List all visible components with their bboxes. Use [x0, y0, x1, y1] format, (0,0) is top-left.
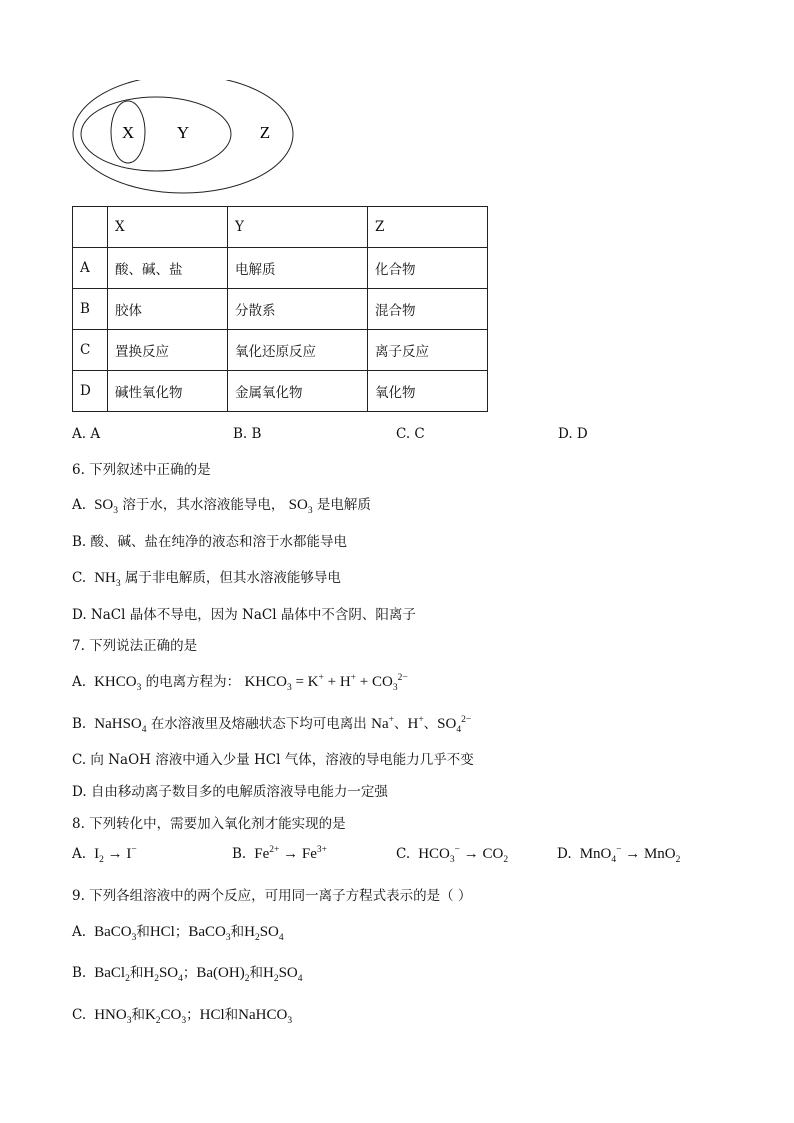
- table-cell: 氧化物: [368, 371, 488, 412]
- question-9-option-b: [72, 961, 303, 982]
- option-d: D. D: [558, 426, 588, 442]
- formula: $K_2CO_3$: [144, 1007, 187, 1026]
- table-cell: 氧化还原反应: [228, 330, 368, 371]
- question-7-option-b: [72, 712, 471, 733]
- formula: HCl: [149, 924, 175, 940]
- option-label: A.: [72, 924, 87, 940]
- formula: $Fe^{2+} \to Fe^{3+}$: [250, 845, 327, 862]
- option-label: C.: [72, 1007, 87, 1023]
- option-label: B.: [232, 846, 247, 862]
- formula: $SO_3$: [90, 497, 119, 516]
- table-cell: 碱性氧化物: [108, 371, 228, 412]
- table-cell: C: [73, 330, 108, 371]
- connector: 和: [249, 965, 263, 981]
- table-cell: B: [73, 289, 108, 330]
- table-cell: 化合物: [368, 248, 488, 289]
- option-label: A.: [72, 674, 87, 690]
- formula: $H_2SO_4$: [262, 965, 303, 984]
- option-text: 的电离方程为：: [145, 674, 241, 690]
- formula: NaHSO$_4$: [90, 716, 147, 735]
- question-9-option-a: [72, 920, 284, 941]
- table-header-row: [73, 207, 488, 248]
- question-8-stem: 8. 下列转化中，需要加入氧化剂才能实现的是: [72, 816, 346, 832]
- table-cell: X: [108, 207, 228, 248]
- formula: $HNO_3$: [90, 1007, 132, 1026]
- table-cell: 置换反应: [108, 330, 228, 371]
- option-text: 属于非电解质，但其水溶液能够导电: [124, 570, 341, 586]
- question-9-option-c: [72, 1003, 292, 1024]
- question-6-option-b: B. 酸、碱、盐在纯净的液态和溶于水都能导电: [72, 534, 348, 550]
- table-cell: A: [73, 248, 108, 289]
- label-z: Z: [259, 123, 271, 142]
- question-8-option-d: [557, 846, 680, 863]
- table-cell: [73, 207, 108, 248]
- option-label: A.: [72, 497, 87, 513]
- separator: 、: [423, 716, 438, 732]
- connector: 和: [131, 1007, 145, 1023]
- formula: $SO_4^{2-}$: [437, 715, 472, 735]
- table-cell: 混合物: [368, 289, 488, 330]
- formula: MnO$_4$− → MnO$_2$: [575, 845, 681, 865]
- formula: $KHCO_3$: [90, 674, 142, 693]
- question-6-option-a: [72, 493, 371, 514]
- connector: 和: [129, 965, 144, 981]
- table-cell: 电解质: [228, 248, 368, 289]
- question-7-option-a: [72, 670, 408, 691]
- option-a: A. A: [72, 426, 101, 442]
- formula: $H_2SO_4$: [244, 924, 284, 943]
- question-7-option-c: C. 向 NaOH 溶液中通入少量 HCl 气体，溶液的导电能力几乎不变: [72, 752, 474, 768]
- question-7-stem: 7. 下列说法正确的是: [72, 638, 198, 654]
- question-6-option-c: [72, 566, 341, 587]
- option-b: B. B: [233, 426, 262, 442]
- question-6-stem: 6. 下列叙述中正确的是: [72, 462, 211, 478]
- separator: ；: [186, 1007, 200, 1023]
- option-c: C. C: [396, 426, 425, 442]
- formula: BaCO$_3$: [188, 924, 231, 943]
- connector: 和: [224, 1007, 239, 1023]
- table-row: [73, 371, 488, 412]
- separator: ；: [182, 965, 197, 981]
- table-cell: 分散系: [228, 289, 368, 330]
- connector: 和: [230, 924, 245, 940]
- table-cell: 离子反应: [368, 330, 488, 371]
- connector: 和: [136, 924, 150, 940]
- question-9-stem: 9. 下列各组溶液中的两个反应，可用同一离子方程式表示的是（ ）: [72, 888, 472, 904]
- table-row: [73, 289, 488, 330]
- option-label: B.: [72, 965, 87, 981]
- formula: $H_2SO_4$: [143, 965, 183, 984]
- formula: $SO_3$: [288, 497, 313, 516]
- label-y: Y: [176, 123, 190, 142]
- option-label: D.: [557, 846, 572, 862]
- formula: $I_2 \to I^-$: [90, 845, 137, 865]
- equation: $KHCO_3 = K^+ + H^+ + CO_3^{2-}$: [244, 673, 408, 693]
- formula: BaCl$_2$: [90, 965, 130, 984]
- question-8-option-a: [72, 846, 137, 863]
- formula: $Ba(OH)_2$: [196, 965, 250, 984]
- question-6-option-d: D. NaCl 晶体不导电，因为 NaCl 晶体中不含阴、阳离子: [72, 607, 416, 623]
- classification-table: [72, 206, 488, 412]
- separator: 、: [393, 716, 408, 732]
- option-text: 在水溶液里及熔融状态下均可电离出: [150, 716, 367, 732]
- table-row: [73, 330, 488, 371]
- option-text: 溶于水，其水溶液能导电，: [122, 497, 285, 513]
- table-cell: 酸、碱、盐: [108, 248, 228, 289]
- question-8-option-b: [232, 846, 327, 863]
- option-text: 是电解质: [316, 497, 371, 513]
- formula: NaHCO$_3$: [238, 1007, 293, 1026]
- label-x: X: [121, 123, 135, 142]
- formula: $HCO_3^- \to CO_2$: [414, 845, 509, 865]
- table-cell: D: [73, 371, 108, 412]
- question-8-option-c: [396, 846, 508, 863]
- table-cell: 金属氧化物: [228, 371, 368, 412]
- formula: $NH_3$: [90, 570, 121, 589]
- middle-ellipse-y: [81, 97, 231, 171]
- formula: BaCO$_3$: [90, 924, 137, 943]
- table-cell: 胶体: [108, 289, 228, 330]
- table-cell: Z: [368, 207, 488, 248]
- option-label: B.: [72, 716, 87, 732]
- option-label: A.: [72, 846, 87, 862]
- formula: H+: [407, 715, 424, 732]
- question-7-option-d: D. 自由移动离子数目多的电解质溶液导电能力一定强: [72, 784, 388, 800]
- separator: ；: [174, 924, 189, 940]
- option-label: C.: [72, 570, 87, 586]
- option-label: C.: [396, 846, 411, 862]
- formula: HCl: [199, 1007, 225, 1023]
- venn-diagram: [70, 80, 300, 200]
- formula: Na+: [371, 715, 394, 732]
- table-row: [73, 248, 488, 289]
- table-cell: Y: [228, 207, 368, 248]
